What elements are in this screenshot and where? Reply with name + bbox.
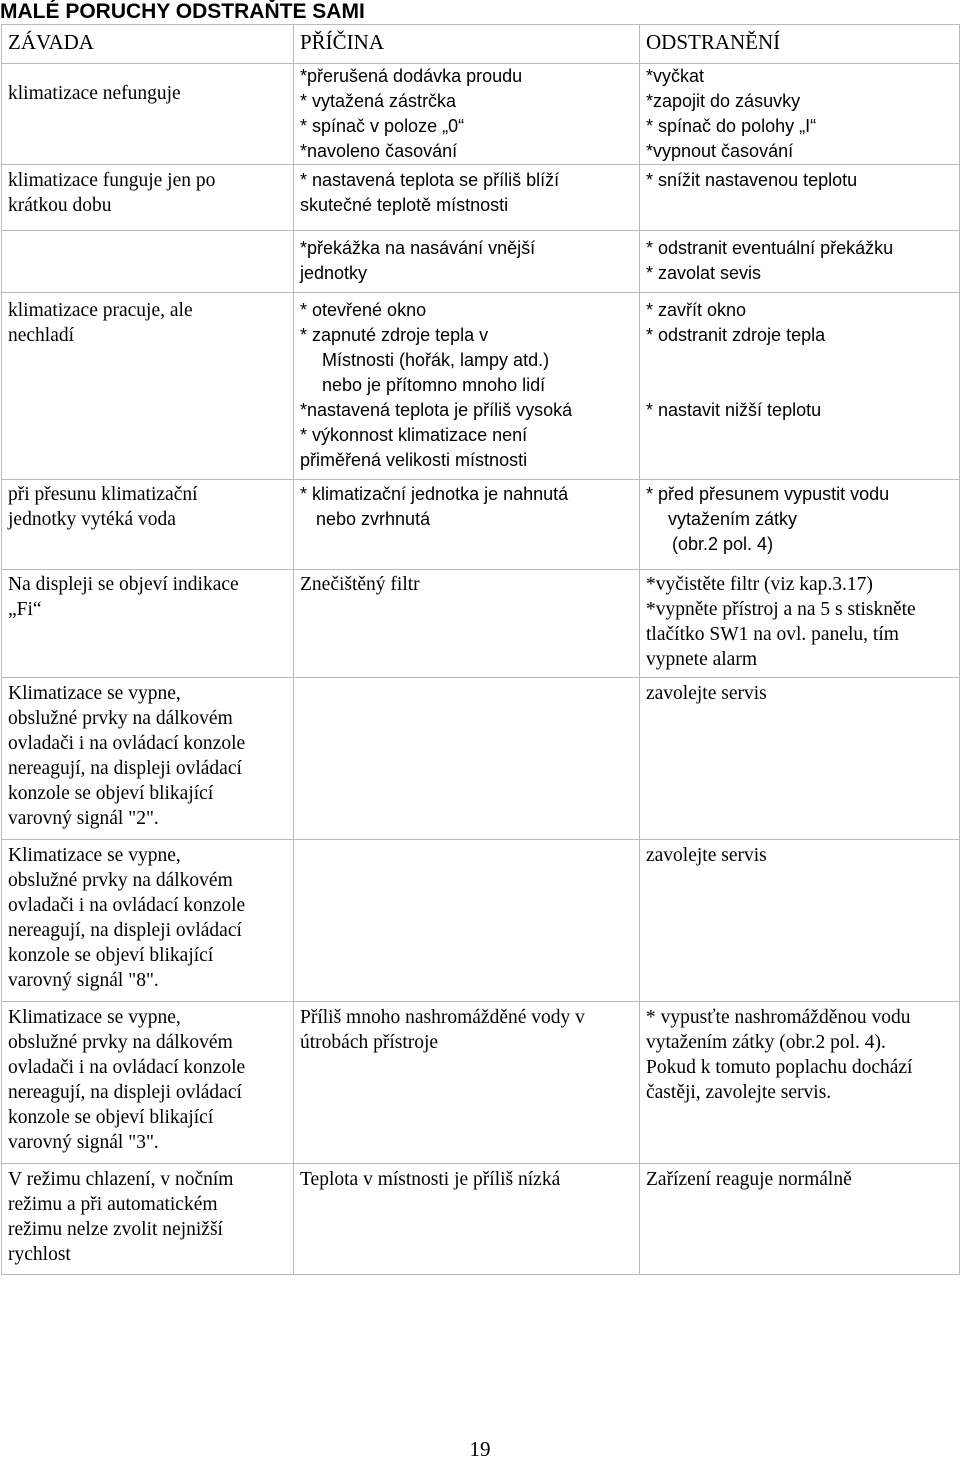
cause-line: * zapnuté zdroje tepla v [300,325,489,345]
table-row [2,570,960,678]
fault-line: režimu a při automatickém [8,1194,218,1215]
remedy-line: Pokud k tomuto poplachu dochází [646,1057,913,1078]
header-remedy: ODSTRANĚNÍ [640,25,960,64]
remedy-line: * zavřít okno [646,300,747,320]
cause-line: Místnosti (hořák, lampy atd.) [322,350,550,370]
fault-line: režimu nelze zvolit nejnižší [8,1219,223,1240]
cause-line: *nastavená teplota je příliš vysoká [300,400,573,420]
header-cause: PŘÍČINA [294,25,640,64]
fault-line: konzole se objeví blikající [8,783,214,804]
cause-line: skutečné teplotě místnosti [300,195,509,215]
remedy-line: * odstranit zdroje tepla [646,325,826,345]
fault-cell [2,231,294,293]
cause-line: nebo je přítomno mnoho lidí [322,375,546,395]
cause-cell [294,480,640,570]
remedy-cell [640,165,960,231]
remedy-line: vytažením zátky [668,509,798,529]
table-row [2,1164,960,1275]
remedy-cell [640,293,960,480]
remedy-line: * zavolat sevis [646,263,762,283]
remedy-cell [640,840,960,1002]
fault-cell [2,293,294,480]
fault-cell [2,480,294,570]
remedy-line: *zapojit do zásuvky [646,91,801,111]
cause-line: * vytažená zástrčka [300,91,457,111]
fault-line: rychlost [8,1244,71,1265]
fault-line: ovladači i na ovládací konzole [8,895,246,916]
cause-line: * výkonnost klimatizace není [300,425,528,445]
fault-line: při přesunu klimatizační [8,484,198,505]
table-header-row [2,25,960,64]
table-row [2,64,960,165]
fault-line: Klimatizace se vypne, [8,1007,181,1028]
remedy-line: *vyčistěte filtr (viz kap.3.17) [646,574,873,595]
page-title: MALÉ PORUCHY ODSTRAŇTE SAMI [0,0,365,23]
remedy-line: zavolejte servis [646,845,767,866]
remedy-cell [640,1002,960,1164]
table-row [2,1002,960,1164]
cause-line: Teplota v místnosti je příliš nízká [300,1169,561,1190]
cause-line: * nastavená teplota se příliš blíží [300,170,560,190]
fault-line: varovný signál "3". [8,1132,159,1153]
fault-line: nechladí [8,325,75,346]
table-row [2,165,960,231]
table-row [2,480,960,570]
cause-line: *překážka na nasávání vnější [300,238,536,258]
page-number: 19 [469,1437,491,1461]
fault-cell [2,840,294,1002]
remedy-line: * nastavit nižší teplotu [646,400,822,420]
cause-cell [294,1164,640,1275]
cause-cell [294,64,640,165]
remedy-line: *vypněte přístroj a na 5 s stiskněte [646,599,916,620]
fault-cell [2,678,294,840]
table-row [2,678,960,840]
cause-cell [294,293,640,480]
fault-line: klimatizace funguje jen po [8,170,216,191]
fault-line: Na displeji se objeví indikace [8,574,239,595]
remedy-line: vypnete alarm [646,649,757,670]
remedy-cell [640,1164,960,1275]
fault-line: ovladači i na ovládací konzole [8,1057,246,1078]
cause-line: útrobách přístroje [300,1032,439,1053]
remedy-line: Zařízení reaguje normálně [646,1169,852,1190]
cause-line: nebo zvrhnutá [316,509,431,529]
fault-line: Klimatizace se vypne, [8,683,181,704]
remedy-cell [640,64,960,165]
remedy-line: *vypnout časování [646,141,794,161]
table-row [2,231,960,293]
remedy-line: častěji, zavolejte servis. [646,1082,832,1103]
fault-line: klimatizace nefunguje [8,83,181,104]
remedy-line: zavolejte servis [646,683,767,704]
fault-line: krátkou dobu [8,195,112,216]
fault-line: „Fi“ [8,599,42,620]
cause-line: * klimatizační jednotka je nahnutá [300,484,569,504]
cause-cell [294,570,640,678]
cause-line: *přerušená dodávka proudu [300,66,523,86]
cause-line: přiměřená velikosti místnosti [300,450,528,470]
remedy-line: * snížit nastavenou teplotu [646,170,858,190]
fault-line: varovný signál "8". [8,970,159,991]
remedy-line: *vyčkat [646,66,705,86]
remedy-line: tlačítko SW1 na ovl. panelu, tím [646,624,899,645]
remedy-line: (obr.2 pol. 4) [672,534,774,554]
cause-cell [294,678,640,840]
fault-line: obslužné prvky na dálkovém [8,708,233,729]
remedy-cell [640,570,960,678]
cause-cell [294,1002,640,1164]
cause-line: * spínač v poloze „0“ [300,116,465,136]
table-row [2,840,960,1002]
fault-cell [2,1002,294,1164]
cause-line: * otevřené okno [300,300,427,320]
fault-cell [2,165,294,231]
fault-line: varovný signál "2". [8,808,159,829]
fault-line: nereagují, na displeji ovládací [8,1082,242,1103]
remedy-cell [640,678,960,840]
fault-cell [2,570,294,678]
fault-line: klimatizace pracuje, ale [8,300,193,321]
cause-line: Znečištěný filtr [300,574,420,595]
remedy-line: * vypusťte nashromážděnou vodu [646,1007,911,1028]
remedy-cell [640,480,960,570]
fault-line: obslužné prvky na dálkovém [8,870,233,891]
fault-cell [2,1164,294,1275]
fault-line: V režimu chlazení, v nočním [8,1169,234,1190]
remedy-line [646,348,953,398]
remedy-cell [640,231,960,293]
fault-cell [2,64,294,165]
cause-line: Příliš mnoho nashromážděné vody v [300,1007,585,1028]
remedy-line: * spínač do polohy „I“ [646,116,817,136]
fault-line: Klimatizace se vypne, [8,845,181,866]
fault-line: nereagují, na displeji ovládací [8,758,242,779]
remedy-line: vytažením zátky (obr.2 pol. 4). [646,1032,886,1053]
remedy-line: * odstranit eventuální překážku [646,238,894,258]
fault-line: konzole se objeví blikající [8,945,214,966]
cause-cell [294,165,640,231]
cause-line: *navoleno časování [300,141,458,161]
remedy-line: * před přesunem vypustit vodu [646,484,890,504]
fault-line: konzole se objeví blikající [8,1107,214,1128]
fault-line: jednotky vytéká voda [8,509,176,530]
cause-cell [294,231,640,293]
header-fault: ZÁVADA [2,25,294,64]
fault-line: obslužné prvky na dálkovém [8,1032,233,1053]
cause-line: jednotky [300,263,368,283]
troubleshooting-table [1,24,960,1275]
table-row [2,293,960,480]
fault-line: ovladači i na ovládací konzole [8,733,246,754]
cause-cell [294,840,640,1002]
fault-line: nereagují, na displeji ovládací [8,920,242,941]
